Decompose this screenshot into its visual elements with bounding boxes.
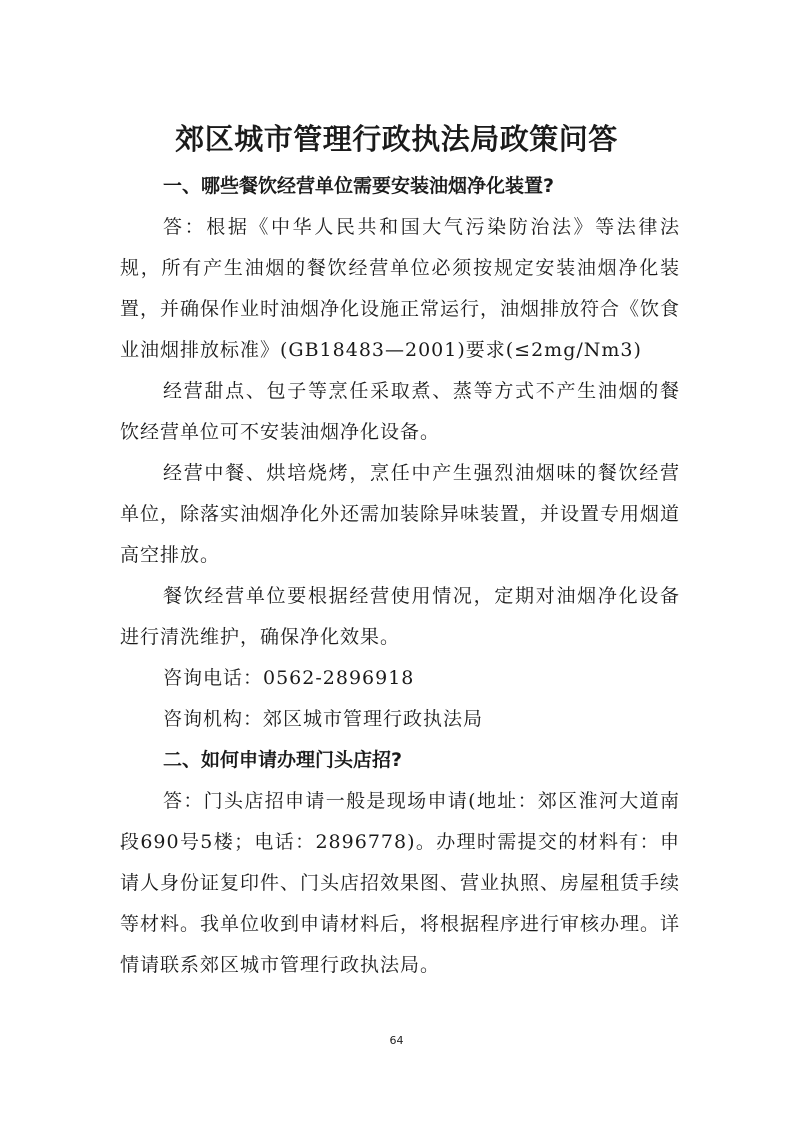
page-number: 64 bbox=[389, 1034, 404, 1047]
answer-paragraph: 答：根据《中华人民共和国大气污染防治法》等法律法规，所有产生油烟的餐饮经营单位必须按规定安装油烟净化装置，并确保作业时油烟净化设施正常运行，油烟排放符合《饮食业油烟排放标准》(GB18483—2001)要求(≤2mg/Nm3) bbox=[120, 216, 681, 361]
document-body bbox=[120, 166, 680, 986]
section-heading: 一、哪些餐饮经营单位需要安装油烟净化装置? bbox=[163, 175, 555, 197]
body-paragraph: 经营中餐、烘培烧烤，烹任中产生强烈油烟味的餐饮经营单位，除落实油烟净化外还需加装除异味装置，并设置专用烟道高空排放。 bbox=[120, 462, 681, 566]
contact-phone: 咨询电话：0562-2896918 bbox=[163, 667, 415, 689]
contact-agency: 咨询机构：郊区城市管理行政执法局 bbox=[163, 708, 484, 730]
body-paragraph: 餐饮经营单位要根据经营使用情况，定期对油烟净化设备进行清洗维护，确保净化效果。 bbox=[120, 585, 680, 648]
body-paragraph: 经营甜点、包子等烹任采取煮、蒸等方式不产生油烟的餐饮经营单位可不安装油烟净化设备。 bbox=[120, 380, 680, 443]
document-title: 郊区城市管理行政执法局政策问答 bbox=[175, 122, 618, 157]
section-oil-fume-purifier bbox=[120, 166, 680, 740]
answer-paragraph: 答：门头店招申请一般是现场申请(地址：郊区淮河大道南段690号5楼；电话：2896778)。办理时需提交的材料有：申请人身份证复印件、门头店招效果图、营业执照、房屋租赁手续等材料。我单位收到申请材料后，将根据程序进行审核办理。详情请联系郊区城市管理行政执法局。 bbox=[120, 790, 681, 976]
section-storefront-sign bbox=[120, 740, 680, 986]
section-heading: 二、如何申请办理门头店招? bbox=[163, 749, 403, 771]
